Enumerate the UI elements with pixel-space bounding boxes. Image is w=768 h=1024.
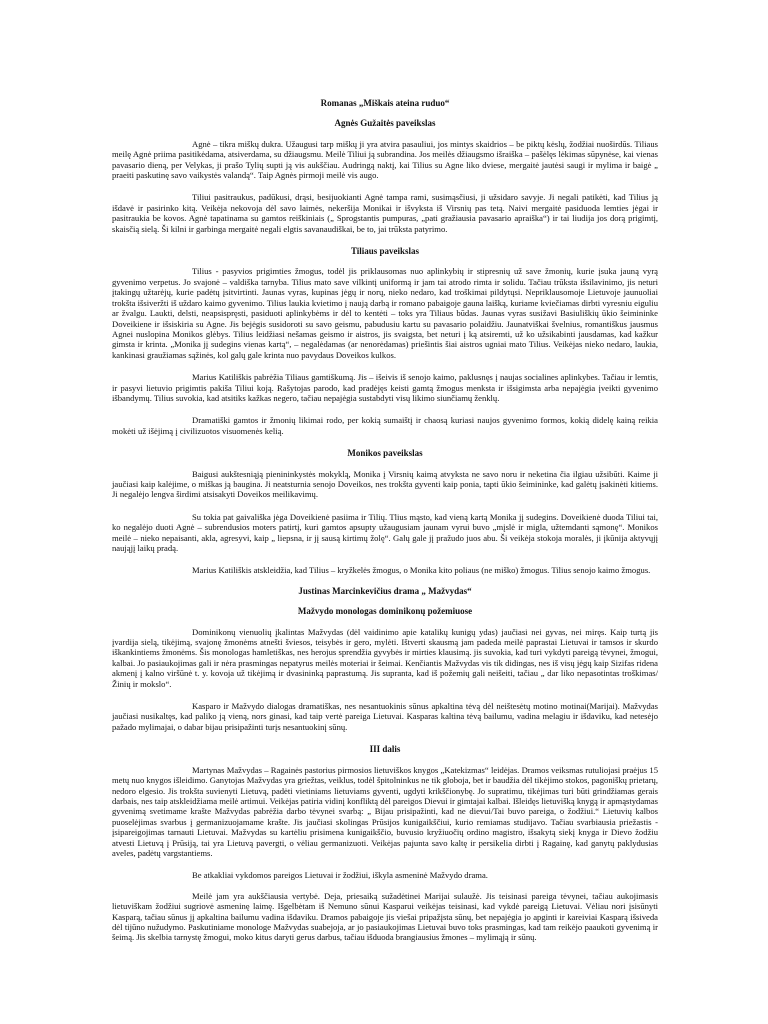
paragraph: Dramatiški gamtos ir žmonių likimai rodo, per kokią sumaištį ir chaosą kuriasi naujos gyvenimo formos, kokią didelę kainą reikia mokėti už išėjimą į civilizuotos visuomenės kelią. (112, 415, 658, 436)
paragraph: Martynas Mažvydas – Ragainės pastorius pirmosios lietuviškos knygos „Katekizmas“ leidėjas. Dramos veiksmas rutuliojasi praėjus 15 metų nuo knygos išleidimo. Ganytojas Mažvydas yra griežtas, veiklus, todėl špitolninkus ne tik globoja, bet ir baudžia dėl tikėjimo stokos, pagoniškų prietarų, nedoro elgesio. Jis trokšta suvienyti Lietuvą, padėti vietiniams lietuviams gyventi, ugdyti krikščionybę. Jo supratimu, tikėjimas turi būti grindžiamas gerais darbais, nes taip atskleidžiama meilė artimui. Veikėjas patiria vidinį konfliktą dėl pareigos Dievui ir gimtajai kalbai. Išleidęs lietuvišką knygą ir apmąstydamas gyvenimą svetimame krašte Mažvydas pabrėžia darbo tėvynei svarbą: „ Bijau prisipažinti, kad ne dievui/Tai buvo pareiga, o žodžiui.“ Lietuvių kalbos puoselėjimas svarbus į germanizuojamame krašte. Jis jaučiasi skolingas Prūsijos kunigaikščiui, kurio remiamas studijavo. Tačiau svarbiausia priežastis - įsipareigojimas tarnauti Lietuvai. Mažvydas su kartėliu prisimena kunigaikščio, buvusio kryžiuočių ordino magistro, išsakytą siekį knyga ir Dievo žodžiu atvesti Lietuvą į Prūsiją, tai yra Lietuvą pavergti, o vėliau germanizuoti. Veikėjas pajunta savo kaltę ir persikelia dirbti į Ragainę, kad ganytų paklydusias aveles, padėtų vargstantiems. (112, 764, 658, 858)
section-heading-monika: Monikos paveikslas (347, 448, 423, 459)
paragraph: Marius Katiliškis atskleidžia, kad Tilius – kryžkelės žmogus, o Monika kito poliaus (ne miško) žmogus. Tilius senojo kaimo žmogus. (192, 565, 651, 576)
paragraph: Su tokia pat gaivališka jėga Doveikienė pasiima ir Tilių. Tlius mąsto, kad vieną kartą Monika jį sudegins. Doveikienė duoda Tiliui tai, ko negalėjo duoti Agnė – subrendusios moters patirtį, kuri gamtos apsupty užaugusiam jaunam vyrui buvo „mįslė ir migla, užtemdanti sąmonę“. Monikos meilė – nieko nepaisanti, akla, agresyvi, kaip „ liepsna, ir jį sausą kirtimų žolę“. Galų gale jį pražudo juos abu. Ši veikėja stokoja moralės, ji įkūnija aktyvųjį naująjį laikų pradą. (112, 511, 658, 553)
paragraph: Agnė – tikra miškų dukra. Užaugusi tarp miškų ji yra atvira pasauliui, jos mintys skaidrios – be piktų kėslų, žodžiai nuoširdūs. Tiliaus meilę Agnė priima pasitikėdama, atsiverdama, su džiaugsmu. Meilė Tiliui ją subrandina. Jos meilės džiaugsmo išraiška – pašėlęs lėkimas sūpynėse, kai vienas pavasario dieną, per Velykas, ji prašo Tylių supti ją vis aukščiau. Audringą naktį, kai Tilius su Agne liko dviese, mergaitė jautėsi saugi ir mylima ir baigė „ praeiti paskutinę savo vaikystės valandą“. Taip Agnės pirmoji meilė vis augo. (112, 138, 658, 181)
section-heading-drama: Justinas Marcinkevičius drama „ Mažvydas“ (298, 585, 472, 596)
section-heading-tilius: Tiliaus paveikslas (350, 246, 420, 257)
paragraph: Be atkakliai vykdomos pareigos Lietuvai ir žodžiui, iškyla asmeninė Mažvydo drama. (192, 870, 488, 881)
paragraph: Dominikonų vienuolių įkalintas Mažvydas (dėl vaidinimo apie katalikų kunigų ydas) jaučiasi nei gyvas, nei miręs. Kaip turtą jis įvardija sielą, tikėjimą, svajonę žmonėms atnešti šviesos, teisybės ir gero, mylėti. Ištverti skausmą jam padeda meilė paprastai Lietuvai ir tamsos ir skurdo iškankintiems žmonėms. Šis monologas hamletiškas, nes herojus sprendžia gyvybės ir mirties klausimą. jis suvokia, kad turi vykdyti pareigą tėvynei, žmogui, kalbai. Jo pasiaukojimas gali ir nėra prasmingas nepatyrus meilės moteriai ir šeimai. Kenčiantis Mažvydas vis tik didingas, nes iš visų jėgų kaip Sizifas ridena akmenį į kalno viršūnė t. y. kovoja už tikėjimą ir dvasininką paprastumą. Jis supranta, kad iš požemių gali neišeiti, tačiau „ dar liko nepasotintas troškimas/Žinių ir mokslo“. (112, 626, 658, 689)
section-heading-agne: Agnės Gužaitės paveikslas (334, 118, 436, 129)
paragraph: Baigusi aukštesniąją pienininkystės mokyklą, Monika į Virsnių kaimą atvyksta ne savo noru ir neketina čia ilgiau užsibūti. Kaime ji jaučiasi kaip kalėjime, o miškas ją baugina. Ji neatsturnia senojo Doveikos, nes trokšta gyventi kaip ponia, tapti ūkio šeimininke, kad galėtų įsakinėti kitiems. Ji negalėjo lengva širdimi atsisakyti Doveikos meilikavimų. (112, 468, 658, 500)
document-title: Romanas „Miškais ateina ruduo“ (320, 98, 450, 108)
section-heading-part3: III dalis (369, 744, 401, 755)
paragraph: Kasparo ir Mažvydo dialogas dramatiškas, nes nesantuokinis sūnus apkaltina tėvą dėl neištesėtų motino motinai(Marijai). Mažvydas jaučiasi nusikaltęs, kad paliko ją vieną, nors ginasi, kad taip vertė pareiga Lietuvai. Kasparas kaltina tėvą bailumu, vadina melagiu ir išdaviku, kad netesėjo pažado mylimajai, o dabar bijau prisipažinti turįs nesantuokinį sūnų. (112, 701, 658, 732)
paragraph: Meilė jam yra aukščiausia vertybė. Deja, priesaiką sužadėtinei Marijai sulaužė. Jis teisinasi pareiga tėvynei, tačiau aukojimasis lietuviškam žodžiui sugriovė asmeninę laimę. Išgelbėtam iš Nemuno sūnui Kasparui veikėjas teisinasi, kad vykdė pareigą Lietuvai. Vėliau nori įsisūnyti Kasparą, tačiau sūnus jį apkaltina bailumu vadina išdaviku. Dramos pabaigoje jis viešai pripažįsta sūnų, bet nepajėgia jo apginti ir kareiviai Kasparą išsiveda dėl tijūno nužudymo. Paskutiniame monologe Mažvydas suabejoja, ar jo pasiaukojimas Lietuvai buvo toks prasmingas, kad tam reikėjo paaukoti gyvenimą ir šeimą. Jis skelbia tarnystę žmogui, moko kitus daryti gerus darbus, tačiau išduoda brangiausius žmones – mylimąją ir sūnų. (112, 890, 658, 943)
paragraph: Tiliui pasitraukus, padūkusi, drąsi, besijuokianti Agnė tampa rami, susimąsčiusi, ji užsidaro savyje. Ji negali patikėti, kad Tilius ją išdavė ir pasirinko kitą. Veikėja nekovoja dėl savo laimės, nekeršija Monikai ir išvyksta iš Virsnių pas tetą. Naivi mergaitė pasiduoda lemties jėgai ir pasitraukia be kovos. Agnė tapatinama su gamtos reiškiniais („ Sprogstantis pumpuras, „pati gražiausia pavasario apraiška“) ir tai liudija jos dorą prigimtį, skaisčią sielą. Ši kilni ir garbinga mergaitė negali elgtis savanaudiškai, be to, jai trūksta patyrimo. (112, 192, 658, 234)
section-subheading-monologue: Mažvydo monologas dominikonų požemiuose (297, 606, 473, 617)
paragraph: Tilius - pasyvios prigimties žmogus, todėl jis priklausomas nuo aplinkybių ir stipresnių už save žmonių, kurie įsuka jauną vyrą gyvenimo verpetus. Jo svajonė – valdiška tarnyba. Tilius mato save vilkintį uniformą ir jam tai atrodo rimta ir solidu. Tačiau trūksta išsilavinimo, jis neturi įtakingų užtarėjų, kurie padėtų įsitvirtinti. Jaunas vyras, kupinas jėgų ir norų, nieko nedaro, kad troškimai pildytųsi. Nepriklausomoje Lietuvoje jaunuoliai trokšta išsiveržti iš uždaro kaimo gyvenimo. Tilius laukia kvietimo į naują darbą ir romano pabaigoje gauna laišką, kuriame kviečiamas dirbti vyresniu eiguliu ar žvalgu. Laukti, delsti, neapsispręsti, pasiduoti aplinkybėms ir dėl to kentėti – toks yra Tiliaus būdas. Jaunas vyras susižavi Basiuliškių ūkio šeimininke Doveikiene ir išsiskiria su Agne. Jis bejėgis susidoroti su savo geismu, pabudusiu kartu su pavasario polaidžiu. Jaunatviškai švelnius, romantiškus jausmus Agnei nuslopina Monikos glėbys. Tilius leidžiasi nešamas geismo ir aistros, jis svaigsta, bet neturi į ką atsiremti, už ko užsikabinti jausdamas, kad kažkur gimsta ir krinta. „Monika jį sudegins vienas kartą“, – negalėdamas (ar nenorėdamas) priešintis šiai aistros ugniai mato Tilius. Veikėjas nieko nedaro, laukia, kankinasi graužiamas sąžinės, kol galų gale krinta nuo pavydaus Doveikos kulkos. (112, 266, 658, 360)
paragraph: Marius Katiliškis pabrėžia Tiliaus gamtiškumą. Jis – išeivis iš senojo kaimo, paklusnęs į naujas socialines aplinkybes. Tačiau ir lemtis, ir pasyvi lietuvio prigimtis pakiša Tiliui koją. Rašytojas parodo, kad pradėjęs keisti gamtą žmogus menksta ir išsigimsta arba nepajėgia įveikti gyvenimo išbandymų. Tilius suvokia, kad atsitiks kažkas negero, tačiau nepajėgia sustabdyti visų likimo siunčiamų ženklų. (112, 372, 658, 403)
document-page (112, 98, 658, 955)
